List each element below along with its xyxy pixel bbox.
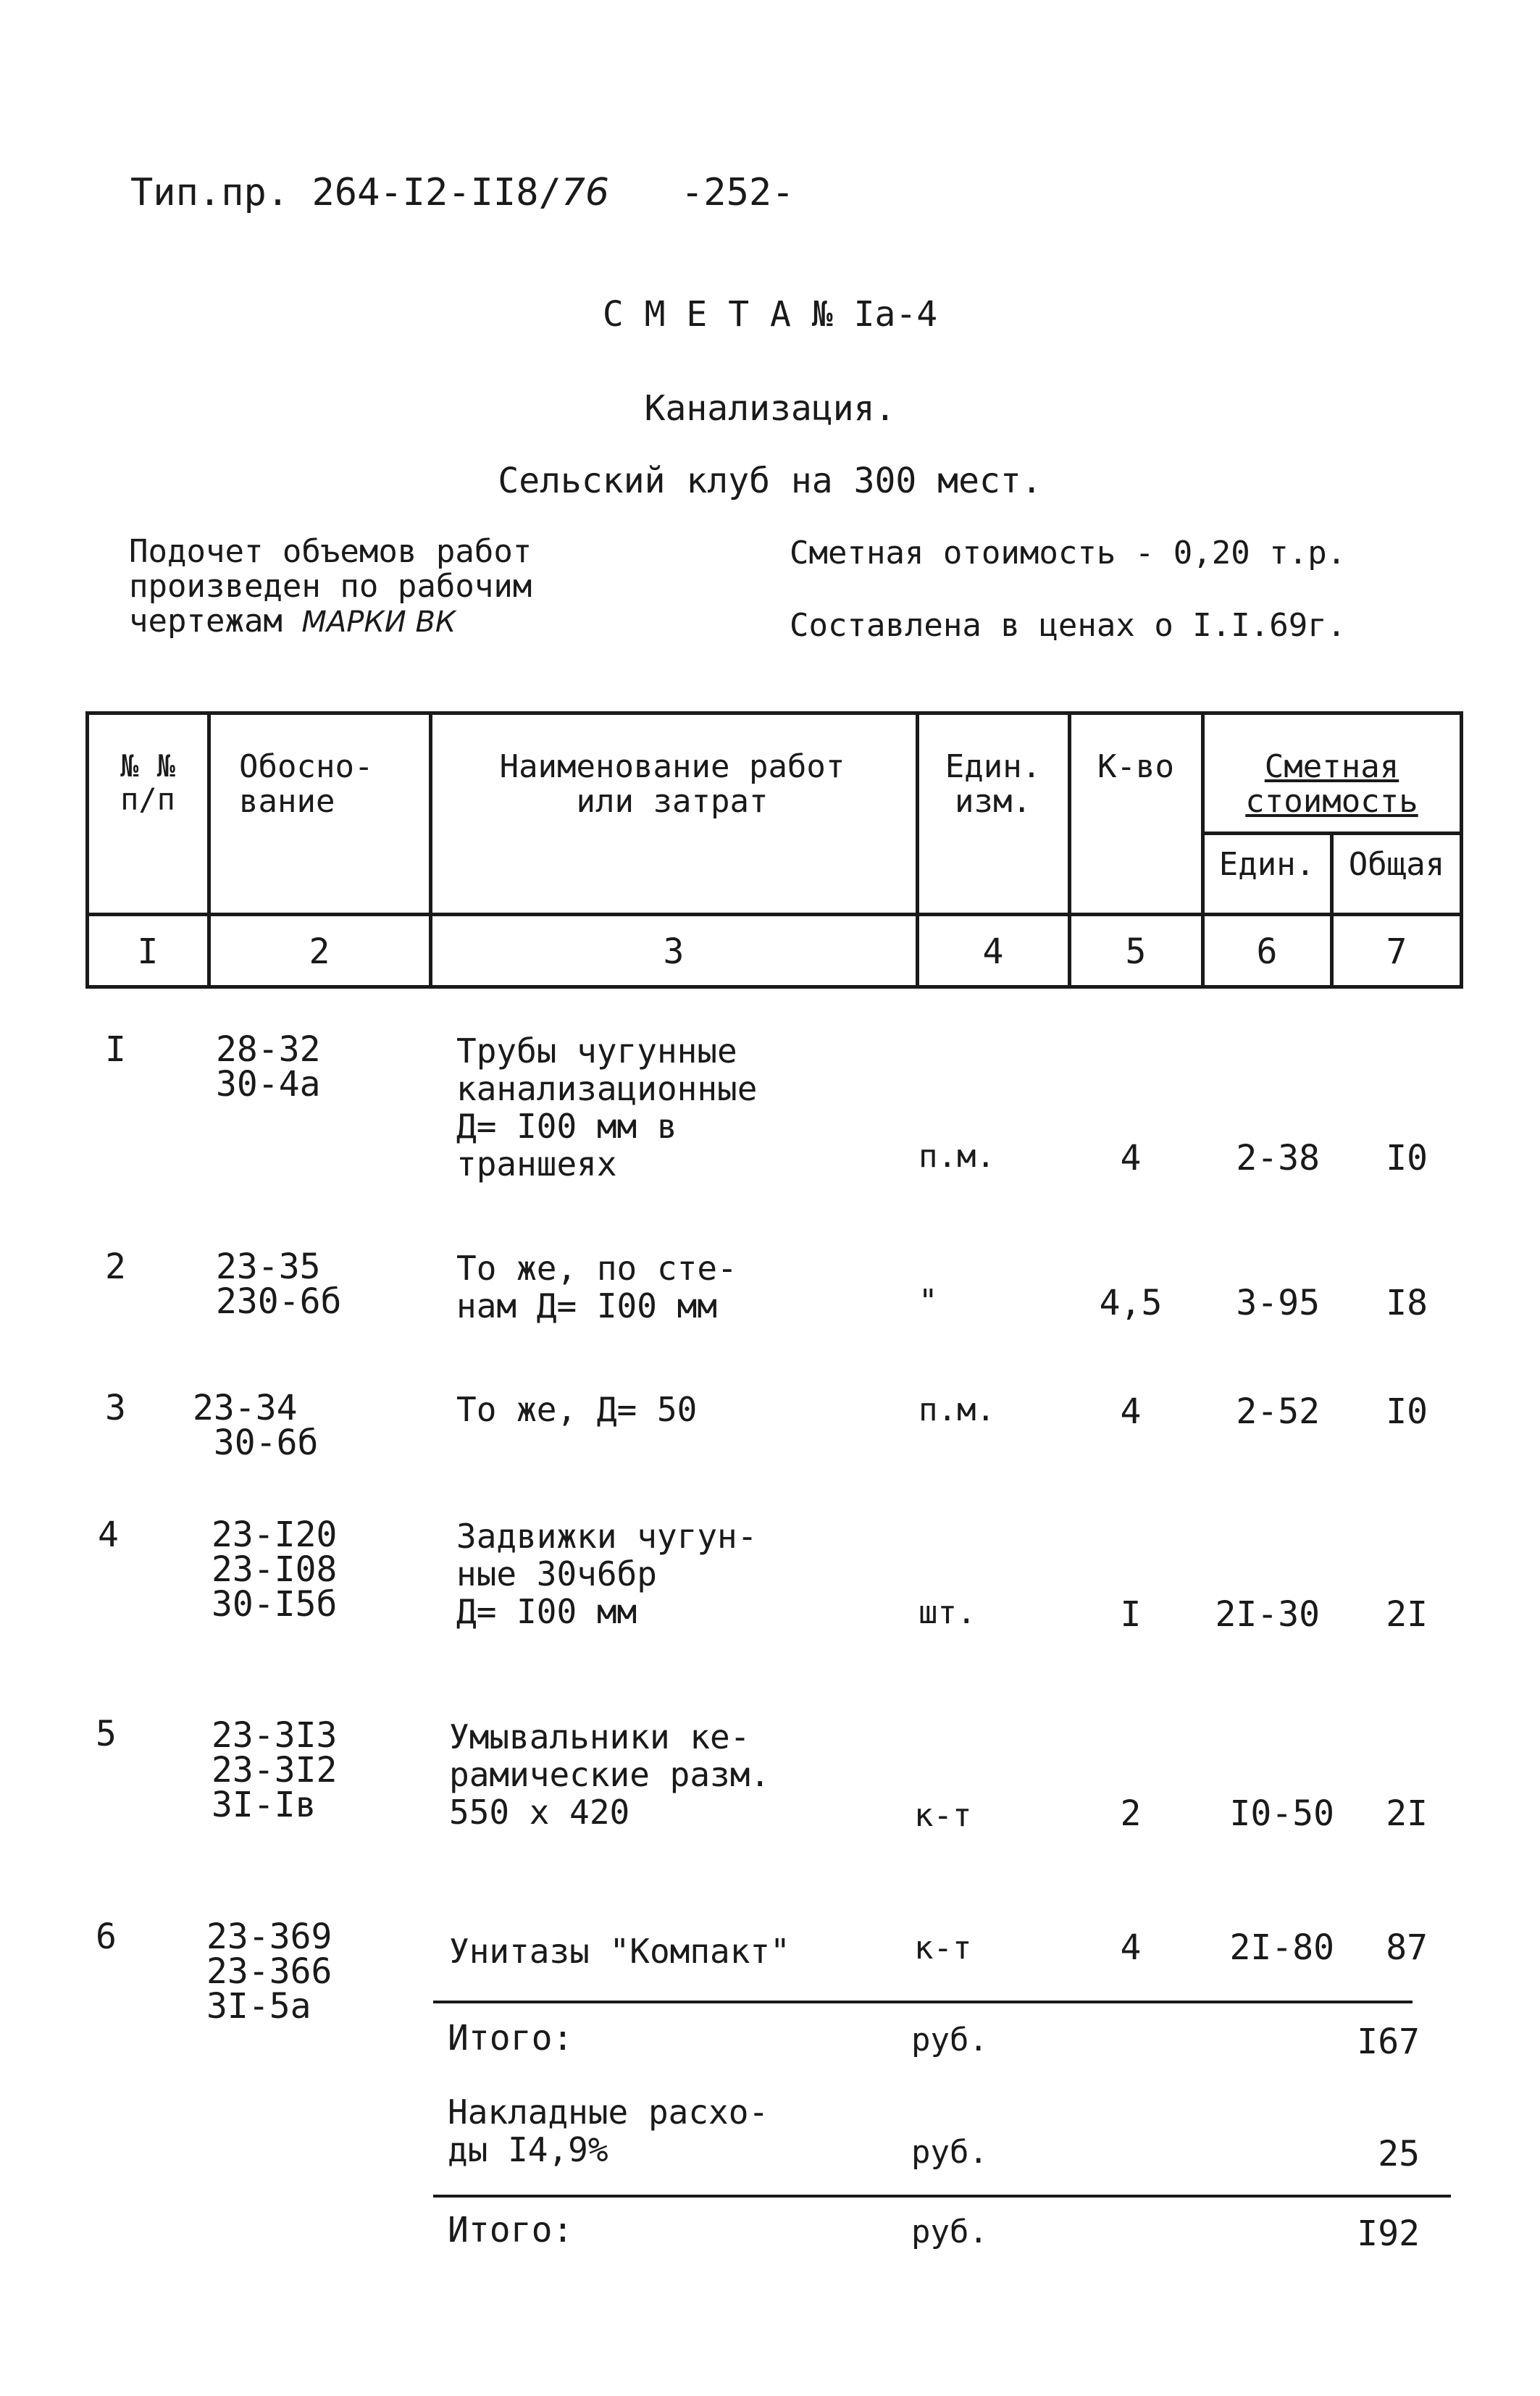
subtotal-total: I67 bbox=[1357, 2022, 1420, 2062]
estimated-cost: Сметная отоимость - 0,20 т.р. bbox=[790, 535, 1347, 571]
row-unit-cost: 2I-30 bbox=[1215, 1594, 1320, 1635]
row-num: 5 bbox=[96, 1714, 117, 1754]
col-number: 6 bbox=[1256, 931, 1278, 972]
row-total: 87 bbox=[1386, 1927, 1428, 1968]
row-basis: 23-34 30-6б bbox=[193, 1388, 319, 1463]
row-total: I8 bbox=[1386, 1283, 1428, 1323]
row-total: I0 bbox=[1386, 1391, 1428, 1432]
row-total: I0 bbox=[1386, 1138, 1428, 1178]
row-unit: шт. bbox=[918, 1594, 976, 1631]
header-qty: К-во bbox=[1097, 748, 1174, 785]
col-number: I bbox=[137, 931, 159, 972]
row-qty: 4 bbox=[1120, 1138, 1142, 1178]
grand-total-unit: руб. bbox=[911, 2213, 988, 2250]
row-qty: 4 bbox=[1120, 1391, 1142, 1432]
row-unit-cost: 2-52 bbox=[1236, 1391, 1320, 1432]
row-total: 2I bbox=[1386, 1594, 1428, 1635]
colnum-bottom-border bbox=[85, 985, 1463, 989]
header-cost: Сметная стоимость bbox=[1245, 748, 1418, 820]
row-unit: к-т bbox=[914, 1797, 972, 1834]
row-num: 3 bbox=[105, 1388, 126, 1428]
document-code-handwritten: 76 bbox=[561, 171, 609, 214]
col-number: 3 bbox=[663, 931, 685, 972]
overhead-label: Накладные расхо- ды I4,9% bbox=[448, 2093, 769, 2169]
row-num: 4 bbox=[98, 1515, 119, 1555]
row-num: I bbox=[105, 1029, 126, 1070]
section-title: Канализация. bbox=[644, 388, 896, 429]
row-basis: 23-3I3 23-3I2 3I-Iв bbox=[212, 1715, 338, 1825]
row-num: 2 bbox=[105, 1247, 126, 1287]
row-qty: 4,5 bbox=[1099, 1283, 1163, 1323]
header-basis: Обосно- вание bbox=[239, 748, 374, 820]
header-unit: Един. изм. bbox=[945, 748, 1042, 820]
subtotal-label: Итого: bbox=[448, 2018, 574, 2058]
row-qty: 2 bbox=[1120, 1793, 1142, 1834]
header-name: Наименование работ или затрат bbox=[499, 748, 845, 820]
row-name: Трубы чугунные канализационные Д= I00 мм в траншеях bbox=[456, 1031, 758, 1184]
row-unit-cost: 2I-80 bbox=[1229, 1927, 1334, 1968]
row-qty: I bbox=[1120, 1594, 1142, 1635]
row-total: 2I bbox=[1386, 1793, 1428, 1834]
page-number: -252- bbox=[681, 171, 795, 214]
row-qty: 4 bbox=[1120, 1927, 1142, 1968]
document-code-printed: Тип.пр. 264-I2-II8/ bbox=[130, 171, 561, 214]
row-unit: к-т bbox=[914, 1930, 972, 1966]
header-cost-unit: Един. bbox=[1218, 846, 1315, 883]
table-right-border bbox=[1460, 711, 1463, 989]
grand-total-separator bbox=[433, 2195, 1451, 2198]
row-name: Задвижки чугун- ные 30ч6бр Д= I00 мм bbox=[456, 1517, 758, 1631]
header-num: № № п/п bbox=[120, 748, 175, 817]
row-unit-cost: 3-95 bbox=[1236, 1283, 1320, 1323]
volume-note bbox=[129, 535, 532, 640]
subtotal-unit: руб. bbox=[911, 2022, 988, 2058]
col-number: 5 bbox=[1125, 931, 1147, 972]
row-num: 6 bbox=[96, 1917, 117, 1957]
row-unit-cost: I0-50 bbox=[1229, 1793, 1334, 1834]
grand-total-total: I92 bbox=[1357, 2213, 1420, 2254]
row-basis: 23-369 23-366 3I-5а bbox=[206, 1917, 332, 2027]
table-top-border bbox=[85, 711, 1463, 715]
grand-total-label: Итого: bbox=[448, 2210, 574, 2250]
document-code bbox=[130, 171, 609, 214]
row-unit-cost: 2-38 bbox=[1236, 1138, 1320, 1178]
row-basis: 23-I20 23-I08 30-I5б bbox=[212, 1515, 338, 1625]
col-number: 4 bbox=[982, 931, 1004, 972]
row-name: Умывальники ке- рамические разм. 550 х 420 bbox=[449, 1717, 771, 1832]
col-number: 2 bbox=[309, 931, 330, 972]
row-name: То же, Д= 50 bbox=[456, 1390, 698, 1429]
header-bottom-border bbox=[85, 913, 1463, 916]
price-basis: Составлена в ценах о I.I.69г. bbox=[790, 607, 1347, 644]
col-number: 7 bbox=[1386, 931, 1407, 972]
volume-note-printed: Подочет объемов работ произведен по рабочим чертежам bbox=[129, 533, 532, 640]
overhead-total: 25 bbox=[1378, 2134, 1420, 2174]
overhead-unit: руб. bbox=[911, 2134, 988, 2171]
row-name: То же, по сте- нам Д= I00 мм bbox=[456, 1249, 737, 1325]
volume-note-handwritten: МАРКИ ВК bbox=[301, 606, 456, 639]
row-basis: 28-32 30-4а bbox=[216, 1029, 321, 1105]
row-unit: п.м. bbox=[918, 1138, 995, 1175]
row-basis: 23-35 230-6б bbox=[216, 1247, 342, 1322]
header-cost-total: Общая bbox=[1348, 846, 1445, 883]
smeta-title: С М Е Т А № Iа-4 bbox=[602, 294, 938, 335]
row-name: Унитазы "Компакт" bbox=[449, 1932, 790, 1971]
object-title: Сельский клуб на 300 мест. bbox=[498, 461, 1042, 501]
row-unit: п.м. bbox=[918, 1391, 995, 1428]
row-unit: " bbox=[918, 1283, 938, 1320]
subtotal-separator bbox=[433, 2001, 1413, 2003]
